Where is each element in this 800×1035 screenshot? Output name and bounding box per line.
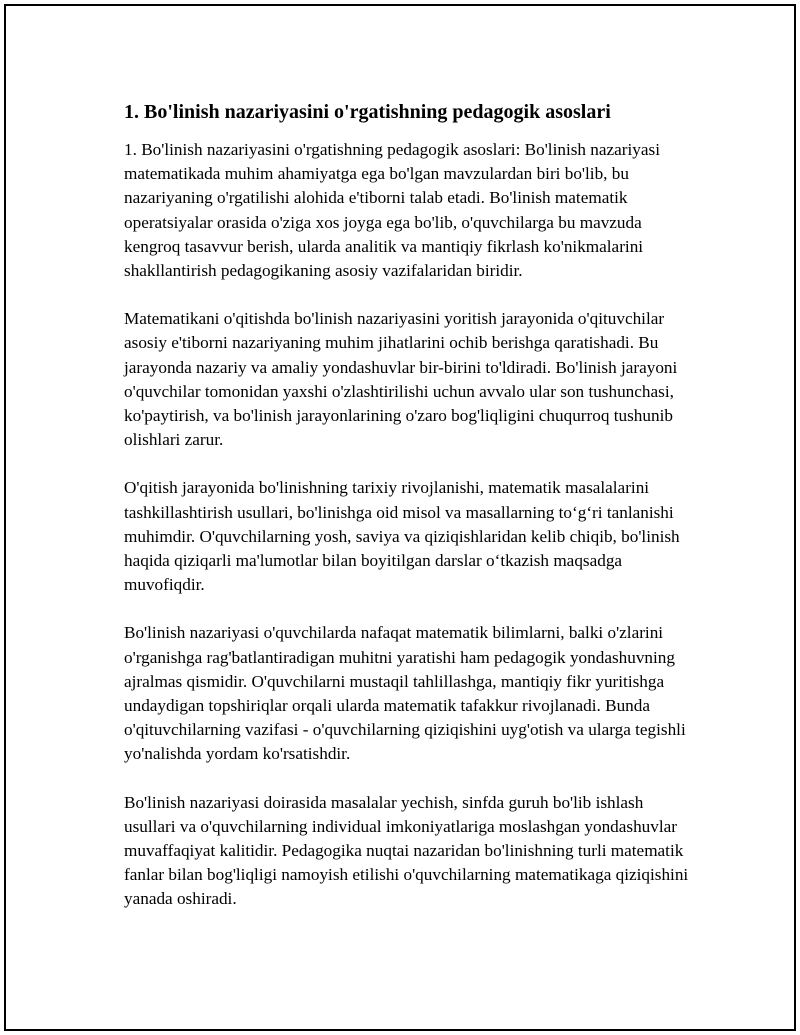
paragraph-1: 1. Bo'linish nazariyasini o'rgatishning pedagogik asoslari: Bo'linish nazariyasi matematikada muhim ahamiyatga ega bo'lgan mavzulardan biri bo'lib, bu nazariyaning o'rgatilishi alohida e'tiborni talab etadi. Bo'linish matematik operatsiyalar orasida o'ziga xos joyga ega bo'lib, o'quvchilarga bu mavzuda kengroq tasavvur berish, ularda analitik va mantiqiy fikrlash ko'nikmalarini shakllantirish pedagogikaning asosiy vazifalaridan biridir.: [124, 140, 660, 281]
document-title: 1. Bo'linish nazariyasini o'rgatishning pedagogik asoslari: [124, 101, 611, 123]
paragraph-3: O'qitish jarayonida bo'linishning tarixiy rivojlanishi, matematik masalalarini tashkillashtirish usullari, bo'linishga oid misol va masallarning to‘g‘ri tanlanishi muhimdir. O'quvchilarning yosh, saviya va qiziqishlaridan kelib chiqib, bo'linish haqida qiziqarli ma'lumotlar bilan boyitilgan darslar o‘tkazish maqsadga muvofiqdir.: [124, 478, 680, 595]
document-body: [118, 98, 698, 936]
paragraph-4: Bo'linish nazariyasi o'quvchilarda nafaqat matematik bilimlarni, balki o'zlarini o'rganishga rag'batlantiradigan muhitni yaratishi ham pedagogik yondashuvning ajralmas qismidir. O'quvchilarni mustaqil tahlillashga, mantiqiy fikr yuritishga undaydigan topshiriqlar orqali ularda matematik tafakkur rivojlanadi. Bunda o'qituvchilarning vazifasi - o'quvchilarning qiziqishini uyg'otish va ularga tegishli yo'nalishda yordam ko'rsatishdir.: [124, 623, 686, 764]
paragraph-2: Matematikani o'qitishda bo'linish nazariyasini yoritish jarayonida o'qituvchilar asosiy e'tiborni nazariyaning muhim jihatlarini ochib berishga qaratishadi. Bu jarayonda nazariy va amaliy yondashuvlar bir-birini to'ldiradi. Bo'linish jarayoni o'quvchilar tomonidan yaxshi o'zlashtirilishi uchun avvalo ular son tushunchasi, ko'paytirish, va bo'linish jarayonlarining o'zaro bog'liqligini chuqurroq tushunib olishlari zarur.: [124, 309, 678, 450]
page-frame: [4, 4, 796, 1031]
paragraph-5: Bo'linish nazariyasi doirasida masalalar yechish, sinfda guruh bo'lib ishlash usullari va o'quvchilarning individual imkoniyatlariga moslashgan yondashuvlar muvaffaqiyat kalitidir. Pedagogika nuqtai nazaridan bo'linishning turli matematik fanlar bilan bog'liqligi namoyish etilishi o'quvchilarning matematikaga qiziqishini yanada oshiradi.: [124, 792, 689, 909]
